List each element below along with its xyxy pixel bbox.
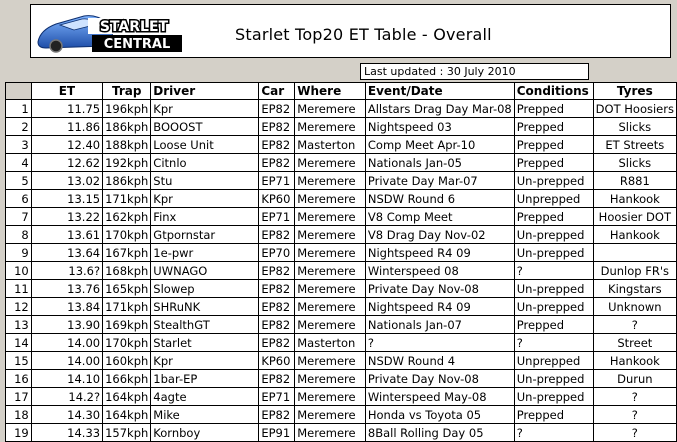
where-cell[interactable]: Masterton — [295, 334, 366, 352]
et-cell[interactable]: 14.00 — [31, 352, 102, 370]
where-cell[interactable]: Meremere — [295, 406, 366, 424]
conditions-cell[interactable]: ? — [514, 424, 593, 442]
trap-cell[interactable]: 166kph — [103, 370, 151, 388]
trap-cell[interactable]: 192kph — [103, 154, 151, 172]
trap-cell[interactable]: 164kph — [103, 406, 151, 424]
row-number[interactable]: 17 — [6, 388, 32, 406]
table-row — [6, 244, 677, 262]
conditions-cell[interactable]: Un-prepped — [514, 298, 593, 316]
event-cell[interactable]: Nationals Jan-05 — [365, 154, 514, 172]
table-row — [6, 424, 677, 442]
car-cell[interactable]: EP82 — [259, 262, 295, 280]
trap-cell[interactable]: 186kph — [103, 118, 151, 136]
driver-cell[interactable]: SHRuNK — [151, 298, 259, 316]
where-cell[interactable]: Masterton — [295, 136, 366, 154]
row-number[interactable]: 1 — [6, 100, 32, 118]
driver-cell[interactable]: Kpr — [151, 190, 259, 208]
table-row — [6, 280, 677, 298]
table-row — [6, 172, 677, 190]
corner-cell — [6, 83, 32, 100]
conditions-cell[interactable]: Un-prepped — [514, 244, 593, 262]
driver-cell[interactable]: 4agte — [151, 388, 259, 406]
car-cell[interactable]: EP70 — [259, 244, 295, 262]
event-cell[interactable]: Winterspeed 08 — [365, 262, 514, 280]
where-cell[interactable]: Meremere — [295, 244, 366, 262]
trap-cell[interactable]: 157kph — [103, 424, 151, 442]
row-number[interactable]: 8 — [6, 226, 32, 244]
driver-cell[interactable]: Citnlo — [151, 154, 259, 172]
driver-cell[interactable]: Kornboy — [151, 424, 259, 442]
header-box — [30, 4, 671, 58]
row-number[interactable]: 6 — [6, 190, 32, 208]
last-updated: Last updated : 30 July 2010 — [360, 63, 589, 80]
where-cell[interactable]: Meremere — [295, 316, 366, 334]
tyres-cell[interactable]: Hoosier DOT — [593, 208, 676, 226]
table-row — [6, 406, 677, 424]
et-cell[interactable]: 13.6? — [31, 262, 102, 280]
tyres-cell[interactable]: Slicks — [593, 154, 676, 172]
event-cell[interactable]: Winterspeed May-08 — [365, 388, 514, 406]
event-cell[interactable]: NSDW Round 4 — [365, 352, 514, 370]
trap-cell[interactable]: 168kph — [103, 262, 151, 280]
trap-cell[interactable]: 196kph — [103, 100, 151, 118]
table-row — [6, 262, 677, 280]
row-number[interactable]: 12 — [6, 298, 32, 316]
car-cell[interactable]: EP91 — [259, 424, 295, 442]
where-cell[interactable]: Meremere — [295, 208, 366, 226]
table-row — [6, 100, 677, 118]
trap-cell[interactable]: 186kph — [103, 172, 151, 190]
car-cell[interactable]: EP71 — [259, 172, 295, 190]
conditions-cell[interactable]: Un-prepped — [514, 280, 593, 298]
et-cell[interactable]: 14.2? — [31, 388, 102, 406]
event-cell[interactable]: V8 Drag Day Nov-02 — [365, 226, 514, 244]
row-number[interactable]: 7 — [6, 208, 32, 226]
trap-cell[interactable]: 167kph — [103, 244, 151, 262]
car-cell[interactable]: KP60 — [259, 190, 295, 208]
row-number[interactable]: 9 — [6, 244, 32, 262]
col-header-car[interactable]: Car — [259, 83, 295, 100]
row-number[interactable]: 3 — [6, 136, 32, 154]
event-cell[interactable]: 8Ball Rolling Day 05 — [365, 424, 514, 442]
col-header-tyres[interactable]: Tyres — [593, 83, 676, 100]
table-header-row — [6, 83, 677, 100]
car-cell[interactable]: EP82 — [259, 406, 295, 424]
event-cell[interactable]: Nightspeed 03 — [365, 118, 514, 136]
et-cell[interactable]: 14.10 — [31, 370, 102, 388]
trap-cell[interactable]: 169kph — [103, 316, 151, 334]
event-cell[interactable]: Private Day Mar-07 — [365, 172, 514, 190]
col-header-event[interactable]: Event/Date — [365, 83, 514, 100]
tyres-cell[interactable]: R881 — [593, 172, 676, 190]
conditions-cell[interactable]: Unprepped — [514, 352, 593, 370]
where-cell[interactable]: Meremere — [295, 388, 366, 406]
where-cell[interactable]: Meremere — [295, 370, 366, 388]
et-cell[interactable]: 13.15 — [31, 190, 102, 208]
driver-cell[interactable]: 1e-pwr — [151, 244, 259, 262]
driver-cell[interactable]: Mike — [151, 406, 259, 424]
table-row — [6, 298, 677, 316]
trap-cell[interactable]: 170kph — [103, 334, 151, 352]
tyres-cell[interactable]: Unknown — [593, 298, 676, 316]
col-header-trap[interactable]: Trap — [103, 83, 151, 100]
tyres-cell[interactable]: ET Streets — [593, 136, 676, 154]
col-header-where[interactable]: Where — [295, 83, 366, 100]
tyres-cell[interactable]: ? — [593, 406, 676, 424]
logo-text-line1: STARLET — [99, 19, 169, 35]
conditions-cell[interactable]: ? — [514, 262, 593, 280]
trap-cell[interactable]: 170kph — [103, 226, 151, 244]
car-cell[interactable]: EP82 — [259, 298, 295, 316]
driver-cell[interactable]: Kpr — [151, 352, 259, 370]
conditions-cell[interactable]: Prepped — [514, 406, 593, 424]
where-cell[interactable]: Meremere — [295, 298, 366, 316]
conditions-cell[interactable]: Prepped — [514, 208, 593, 226]
driver-cell[interactable]: BOOOST — [151, 118, 259, 136]
row-number[interactable]: 10 — [6, 262, 32, 280]
et-cell[interactable]: 12.62 — [31, 154, 102, 172]
car-cell[interactable]: EP82 — [259, 316, 295, 334]
tyres-cell[interactable]: Dunlop FR's — [593, 262, 676, 280]
row-number[interactable]: 15 — [6, 352, 32, 370]
table-row — [6, 154, 677, 172]
where-cell[interactable]: Meremere — [295, 262, 366, 280]
row-number[interactable]: 18 — [6, 406, 32, 424]
conditions-cell[interactable]: Un-prepped — [514, 370, 593, 388]
trap-cell[interactable]: 165kph — [103, 280, 151, 298]
conditions-cell[interactable]: Prepped — [514, 118, 593, 136]
car-cell[interactable]: EP82 — [259, 370, 295, 388]
event-cell[interactable]: ? — [365, 334, 514, 352]
col-header-et[interactable]: ET — [31, 83, 102, 100]
car-cell[interactable]: EP82 — [259, 280, 295, 298]
driver-cell[interactable]: Loose Unit — [151, 136, 259, 154]
conditions-cell[interactable]: Unprepped — [514, 190, 593, 208]
row-number[interactable]: 4 — [6, 154, 32, 172]
car-cell[interactable]: EP82 — [259, 136, 295, 154]
driver-cell[interactable]: Stu — [151, 172, 259, 190]
row-number[interactable]: 19 — [6, 424, 32, 442]
table-row — [6, 190, 677, 208]
where-cell[interactable]: Meremere — [295, 100, 366, 118]
et-cell[interactable]: 13.61 — [31, 226, 102, 244]
tyres-cell[interactable]: ? — [593, 316, 676, 334]
table-row — [6, 208, 677, 226]
table-row — [6, 118, 677, 136]
where-cell[interactable]: Meremere — [295, 226, 366, 244]
driver-cell[interactable]: Gtpornstar — [151, 226, 259, 244]
conditions-cell[interactable]: Un-prepped — [514, 226, 593, 244]
driver-cell[interactable]: Slowep — [151, 280, 259, 298]
conditions-cell[interactable]: ? — [514, 334, 593, 352]
trap-cell[interactable]: 164kph — [103, 388, 151, 406]
tyres-cell[interactable]: Hankook — [593, 352, 676, 370]
et-cell[interactable]: 11.86 — [31, 118, 102, 136]
tyres-cell[interactable]: Kingstars — [593, 280, 676, 298]
et-cell[interactable]: 14.00 — [31, 334, 102, 352]
row-number[interactable]: 5 — [6, 172, 32, 190]
event-cell[interactable]: Private Day Nov-08 — [365, 370, 514, 388]
event-cell[interactable]: Honda vs Toyota 05 — [365, 406, 514, 424]
car-cell[interactable]: EP71 — [259, 388, 295, 406]
trap-cell[interactable]: 160kph — [103, 352, 151, 370]
where-cell[interactable]: Meremere — [295, 424, 366, 442]
col-header-conditions[interactable]: Conditions — [514, 83, 593, 100]
conditions-cell[interactable]: Prepped — [514, 154, 593, 172]
table-row — [6, 388, 677, 406]
event-cell[interactable]: V8 Comp Meet — [365, 208, 514, 226]
trap-cell[interactable]: 171kph — [103, 298, 151, 316]
tyres-cell[interactable] — [593, 244, 676, 262]
event-cell[interactable]: NSDW Round 6 — [365, 190, 514, 208]
tyres-cell[interactable]: ? — [593, 388, 676, 406]
driver-cell[interactable]: Finx — [151, 208, 259, 226]
row-number[interactable]: 11 — [6, 280, 32, 298]
tyres-cell[interactable]: Hankook — [593, 190, 676, 208]
row-number[interactable]: 2 — [6, 118, 32, 136]
tyres-cell[interactable]: Slicks — [593, 118, 676, 136]
driver-cell[interactable]: 1bar-EP — [151, 370, 259, 388]
conditions-cell[interactable]: Prepped — [514, 136, 593, 154]
where-cell[interactable]: Meremere — [295, 280, 366, 298]
event-cell[interactable]: Comp Meet Apr-10 — [365, 136, 514, 154]
trap-cell[interactable]: 171kph — [103, 190, 151, 208]
car-cell[interactable]: KP60 — [259, 352, 295, 370]
where-cell[interactable]: Meremere — [295, 352, 366, 370]
et-table — [5, 82, 677, 442]
table-row — [6, 370, 677, 388]
et-cell[interactable]: 13.76 — [31, 280, 102, 298]
logo-text-line2: CENTRAL — [103, 37, 171, 52]
where-cell[interactable]: Meremere — [295, 118, 366, 136]
conditions-cell[interactable]: Un-prepped — [514, 172, 593, 190]
tyres-cell[interactable]: Street — [593, 334, 676, 352]
col-header-driver[interactable]: Driver — [151, 83, 259, 100]
driver-cell[interactable]: UWNAGO — [151, 262, 259, 280]
row-number[interactable]: 13 — [6, 316, 32, 334]
where-cell[interactable]: Meremere — [295, 154, 366, 172]
conditions-cell[interactable]: Un-prepped — [514, 388, 593, 406]
event-cell[interactable]: Private Day Nov-08 — [365, 280, 514, 298]
event-cell[interactable]: Nightspeed R4 09 — [365, 244, 514, 262]
et-cell[interactable]: 11.75 — [31, 100, 102, 118]
where-cell[interactable]: Meremere — [295, 190, 366, 208]
event-cell[interactable]: Allstars Drag Day Mar-08 — [365, 100, 514, 118]
conditions-cell[interactable]: Prepped — [514, 316, 593, 334]
table-row — [6, 352, 677, 370]
page-title: Starlet Top20 ET Table - Overall — [235, 25, 492, 44]
et-cell[interactable]: 13.64 — [31, 244, 102, 262]
et-cell[interactable]: 13.02 — [31, 172, 102, 190]
et-cell[interactable]: 13.90 — [31, 316, 102, 334]
driver-cell[interactable]: Starlet — [151, 334, 259, 352]
car-cell[interactable]: EP82 — [259, 154, 295, 172]
car-cell[interactable]: EP82 — [259, 100, 295, 118]
tyres-cell[interactable]: Durun — [593, 370, 676, 388]
car-cell[interactable]: EP82 — [259, 226, 295, 244]
row-number[interactable]: 14 — [6, 334, 32, 352]
car-cell[interactable]: EP82 — [259, 118, 295, 136]
et-cell[interactable]: 14.30 — [31, 406, 102, 424]
trap-cell[interactable]: 162kph — [103, 208, 151, 226]
tyres-cell[interactable]: ? — [593, 424, 676, 442]
et-cell[interactable]: 12.40 — [31, 136, 102, 154]
event-cell[interactable]: Nightspeed R4 09 — [365, 298, 514, 316]
tyres-cell[interactable]: DOT Hoosiers — [593, 100, 676, 118]
tyres-cell[interactable]: Hankook — [593, 226, 676, 244]
driver-cell[interactable]: Kpr — [151, 100, 259, 118]
et-cell[interactable]: 14.33 — [31, 424, 102, 442]
row-number[interactable]: 16 — [6, 370, 32, 388]
event-cell[interactable]: Nationals Jan-07 — [365, 316, 514, 334]
et-cell[interactable]: 13.84 — [31, 298, 102, 316]
et-cell[interactable]: 13.22 — [31, 208, 102, 226]
table-row — [6, 226, 677, 244]
car-cell[interactable]: EP71 — [259, 208, 295, 226]
trap-cell[interactable]: 188kph — [103, 136, 151, 154]
table-row — [6, 316, 677, 334]
starlet-central-logo — [34, 8, 182, 54]
table-row — [6, 334, 677, 352]
table-row — [6, 136, 677, 154]
where-cell[interactable]: Meremere — [295, 172, 366, 190]
driver-cell[interactable]: StealthGT — [151, 316, 259, 334]
car-cell[interactable]: EP82 — [259, 334, 295, 352]
conditions-cell[interactable]: Prepped — [514, 100, 593, 118]
